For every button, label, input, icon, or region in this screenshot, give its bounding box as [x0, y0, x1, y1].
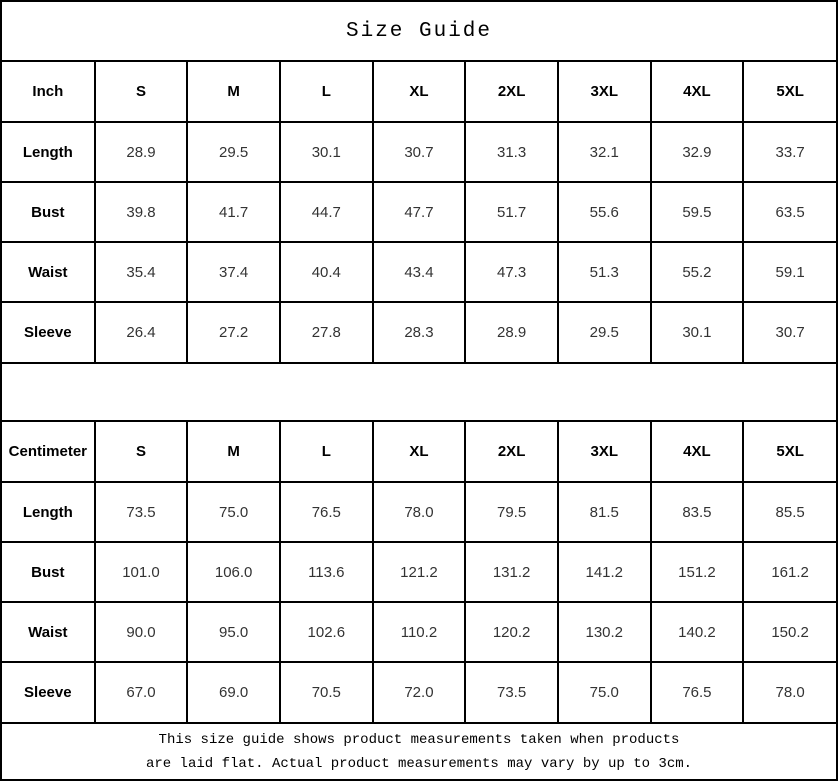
inch-size-table — [2, 62, 836, 362]
size-value-cell: 110.2 — [373, 602, 466, 662]
size-value-cell: 29.5 — [187, 122, 280, 182]
row-label: Bust — [2, 182, 95, 242]
unit-header-centimeter: Centimeter — [2, 422, 95, 482]
size-value-cell: 76.5 — [280, 482, 373, 542]
table-row-length — [2, 122, 836, 182]
column-header-s: S — [95, 62, 188, 122]
size-value-cell: 55.6 — [558, 182, 651, 242]
size-value-cell: 76.5 — [651, 662, 744, 722]
table-row-bust — [2, 182, 836, 242]
size-value-cell: 141.2 — [558, 542, 651, 602]
size-value-cell: 83.5 — [651, 482, 744, 542]
size-value-cell: 27.2 — [187, 302, 280, 362]
size-value-cell: 73.5 — [95, 482, 188, 542]
size-value-cell: 35.4 — [95, 242, 188, 302]
size-value-cell: 102.6 — [280, 602, 373, 662]
row-label: Waist — [2, 602, 95, 662]
unit-header-inch: Inch — [2, 62, 95, 122]
column-header-s: S — [95, 422, 188, 482]
size-value-cell: 59.1 — [743, 242, 836, 302]
size-guide-title: Size Guide — [2, 2, 836, 62]
size-value-cell: 130.2 — [558, 602, 651, 662]
size-value-cell: 150.2 — [743, 602, 836, 662]
column-header-xl: XL — [373, 422, 466, 482]
table-row-sleeve — [2, 662, 836, 722]
centimeter-header-row — [2, 422, 836, 482]
spacer-row — [2, 362, 836, 422]
size-value-cell: 63.5 — [743, 182, 836, 242]
size-value-cell: 30.1 — [280, 122, 373, 182]
column-header-xl: XL — [373, 62, 466, 122]
size-value-cell: 90.0 — [95, 602, 188, 662]
footnote — [2, 722, 836, 779]
size-value-cell: 85.5 — [743, 482, 836, 542]
row-label: Bust — [2, 542, 95, 602]
size-value-cell: 75.0 — [558, 662, 651, 722]
size-value-cell: 75.0 — [187, 482, 280, 542]
column-header-4xl: 4XL — [651, 62, 744, 122]
size-value-cell: 47.3 — [465, 242, 558, 302]
size-value-cell: 30.1 — [651, 302, 744, 362]
size-value-cell: 44.7 — [280, 182, 373, 242]
column-header-4xl: 4XL — [651, 422, 744, 482]
footnote-line-1: This size guide shows product measurements taken when products — [158, 731, 680, 748]
size-value-cell: 70.5 — [280, 662, 373, 722]
size-value-cell: 41.7 — [187, 182, 280, 242]
size-value-cell: 69.0 — [187, 662, 280, 722]
footnote-line-2: are laid flat. Actual product measurements may vary by up to 3cm. — [145, 755, 693, 772]
size-value-cell: 30.7 — [373, 122, 466, 182]
size-value-cell: 30.7 — [743, 302, 836, 362]
size-value-cell: 28.3 — [373, 302, 466, 362]
size-value-cell: 131.2 — [465, 542, 558, 602]
row-label: Waist — [2, 242, 95, 302]
table-row-waist — [2, 602, 836, 662]
size-value-cell: 79.5 — [465, 482, 558, 542]
row-label: Sleeve — [2, 662, 95, 722]
size-value-cell: 106.0 — [187, 542, 280, 602]
column-header-l: L — [280, 62, 373, 122]
size-value-cell: 73.5 — [465, 662, 558, 722]
size-value-cell: 55.2 — [651, 242, 744, 302]
size-value-cell: 78.0 — [743, 662, 836, 722]
column-header-l: L — [280, 422, 373, 482]
inch-header-row — [2, 62, 836, 122]
size-value-cell: 28.9 — [95, 122, 188, 182]
size-value-cell: 72.0 — [373, 662, 466, 722]
size-value-cell: 39.8 — [95, 182, 188, 242]
column-header-2xl: 2XL — [465, 62, 558, 122]
size-value-cell: 37.4 — [187, 242, 280, 302]
size-value-cell: 78.0 — [373, 482, 466, 542]
row-label: Length — [2, 122, 95, 182]
column-header-5xl: 5XL — [743, 62, 836, 122]
row-label: Length — [2, 482, 95, 542]
size-value-cell: 29.5 — [558, 302, 651, 362]
column-header-5xl: 5XL — [743, 422, 836, 482]
size-value-cell: 32.1 — [558, 122, 651, 182]
table-row-waist — [2, 242, 836, 302]
column-header-3xl: 3XL — [558, 422, 651, 482]
table-row-length — [2, 482, 836, 542]
table-row-bust — [2, 542, 836, 602]
size-value-cell: 161.2 — [743, 542, 836, 602]
column-header-m: M — [187, 62, 280, 122]
size-value-cell: 120.2 — [465, 602, 558, 662]
size-value-cell: 27.8 — [280, 302, 373, 362]
size-value-cell: 33.7 — [743, 122, 836, 182]
centimeter-size-table — [2, 422, 836, 722]
size-value-cell: 51.3 — [558, 242, 651, 302]
size-value-cell: 51.7 — [465, 182, 558, 242]
column-header-3xl: 3XL — [558, 62, 651, 122]
size-value-cell: 121.2 — [373, 542, 466, 602]
table-row-sleeve — [2, 302, 836, 362]
size-value-cell: 81.5 — [558, 482, 651, 542]
size-value-cell: 28.9 — [465, 302, 558, 362]
size-value-cell: 140.2 — [651, 602, 744, 662]
column-header-2xl: 2XL — [465, 422, 558, 482]
size-value-cell: 32.9 — [651, 122, 744, 182]
row-label: Sleeve — [2, 302, 95, 362]
size-value-cell: 67.0 — [95, 662, 188, 722]
column-header-m: M — [187, 422, 280, 482]
size-value-cell: 47.7 — [373, 182, 466, 242]
size-value-cell: 101.0 — [95, 542, 188, 602]
size-value-cell: 59.5 — [651, 182, 744, 242]
size-value-cell: 43.4 — [373, 242, 466, 302]
size-value-cell: 95.0 — [187, 602, 280, 662]
size-value-cell: 40.4 — [280, 242, 373, 302]
size-value-cell: 151.2 — [651, 542, 744, 602]
size-value-cell: 31.3 — [465, 122, 558, 182]
size-value-cell: 113.6 — [280, 542, 373, 602]
size-value-cell: 26.4 — [95, 302, 188, 362]
